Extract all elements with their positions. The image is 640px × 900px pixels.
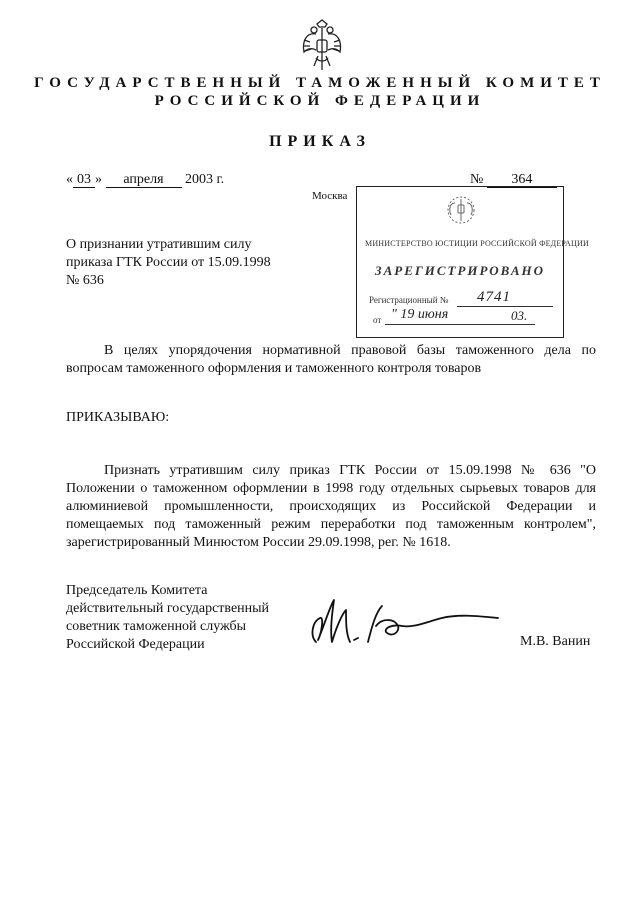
date-quote-close: »	[95, 172, 102, 187]
stamp-underline	[385, 324, 535, 325]
stamp-regno-label: Регистрационный №	[369, 295, 449, 305]
stamp-regno-value: 4741	[477, 289, 511, 305]
signer-name: М.В. Ванин	[520, 634, 591, 649]
order-clause: Признать утратившим силу приказ ГТК России от 15.09.1998 № 636 "О Положении о таможенном оформлении в 1998 году отдельных сырьевых товаров для алюминиевой промышленности, происходящих из Российской Федерации и помещаемых под таможенный режим переработки под таможенным контролем", зарегистрированный Минюстом России 29.09.1998, рег. № 1618.	[66, 463, 596, 550]
registration-stamp	[356, 186, 589, 338]
document-subject	[66, 236, 326, 290]
signer-title-line: Российской Федерации	[66, 637, 205, 652]
date-year: 2003 г.	[185, 172, 225, 187]
stamp-registered: ЗАРЕГИСТРИРОВАНО	[375, 263, 546, 278]
signer-title	[66, 582, 306, 654]
document-date	[66, 172, 224, 188]
date-quote-open: «	[66, 172, 73, 187]
stamp-date-year: 03.	[511, 308, 528, 323]
subject-line: О признании утратившим силу	[66, 237, 252, 252]
handwritten-signature	[302, 592, 502, 652]
stamp-eagle-icon	[441, 193, 481, 227]
organization-country: РОССИЙСКОЙ ФЕДЕРАЦИИ	[154, 93, 486, 109]
subject-line: приказа ГТК России от 15.09.1998	[66, 255, 271, 270]
date-month: апреля	[106, 173, 182, 188]
signer-title-line: Председатель Комитета	[66, 583, 208, 598]
double-headed-eagle-icon	[300, 18, 344, 72]
subject-line: № 636	[66, 273, 104, 288]
signer-title-line: действительный государственный	[66, 601, 270, 616]
stamp-underline	[457, 306, 553, 307]
date-day: 03	[73, 173, 95, 188]
document-city: Москва	[312, 190, 348, 202]
number-label: №	[470, 172, 484, 187]
stamp-date-value: " 19 июня	[391, 307, 449, 322]
number-value: 364	[487, 173, 557, 188]
signer-title-line: советник таможенной службы	[66, 619, 247, 634]
stamp-ministry: МИНИСТЕРСТВО ЮСТИЦИИ РОССИЙСКОЙ ФЕДЕРАЦИИ	[365, 239, 589, 248]
organization-name: ГОСУДАРСТВЕННЫЙ ТАМОЖЕННЫЙ КОМИТЕТ	[34, 75, 606, 91]
stamp-date-label: от	[373, 315, 382, 325]
order-word: ПРИКАЗЫВАЮ:	[66, 410, 170, 425]
preamble-paragraph: В целях упорядочения нормативной правовой базы таможенного дела по вопросам таможенного оформления и таможенного контроля товаров	[66, 343, 596, 376]
document-type: ПРИКАЗ	[269, 133, 371, 150]
